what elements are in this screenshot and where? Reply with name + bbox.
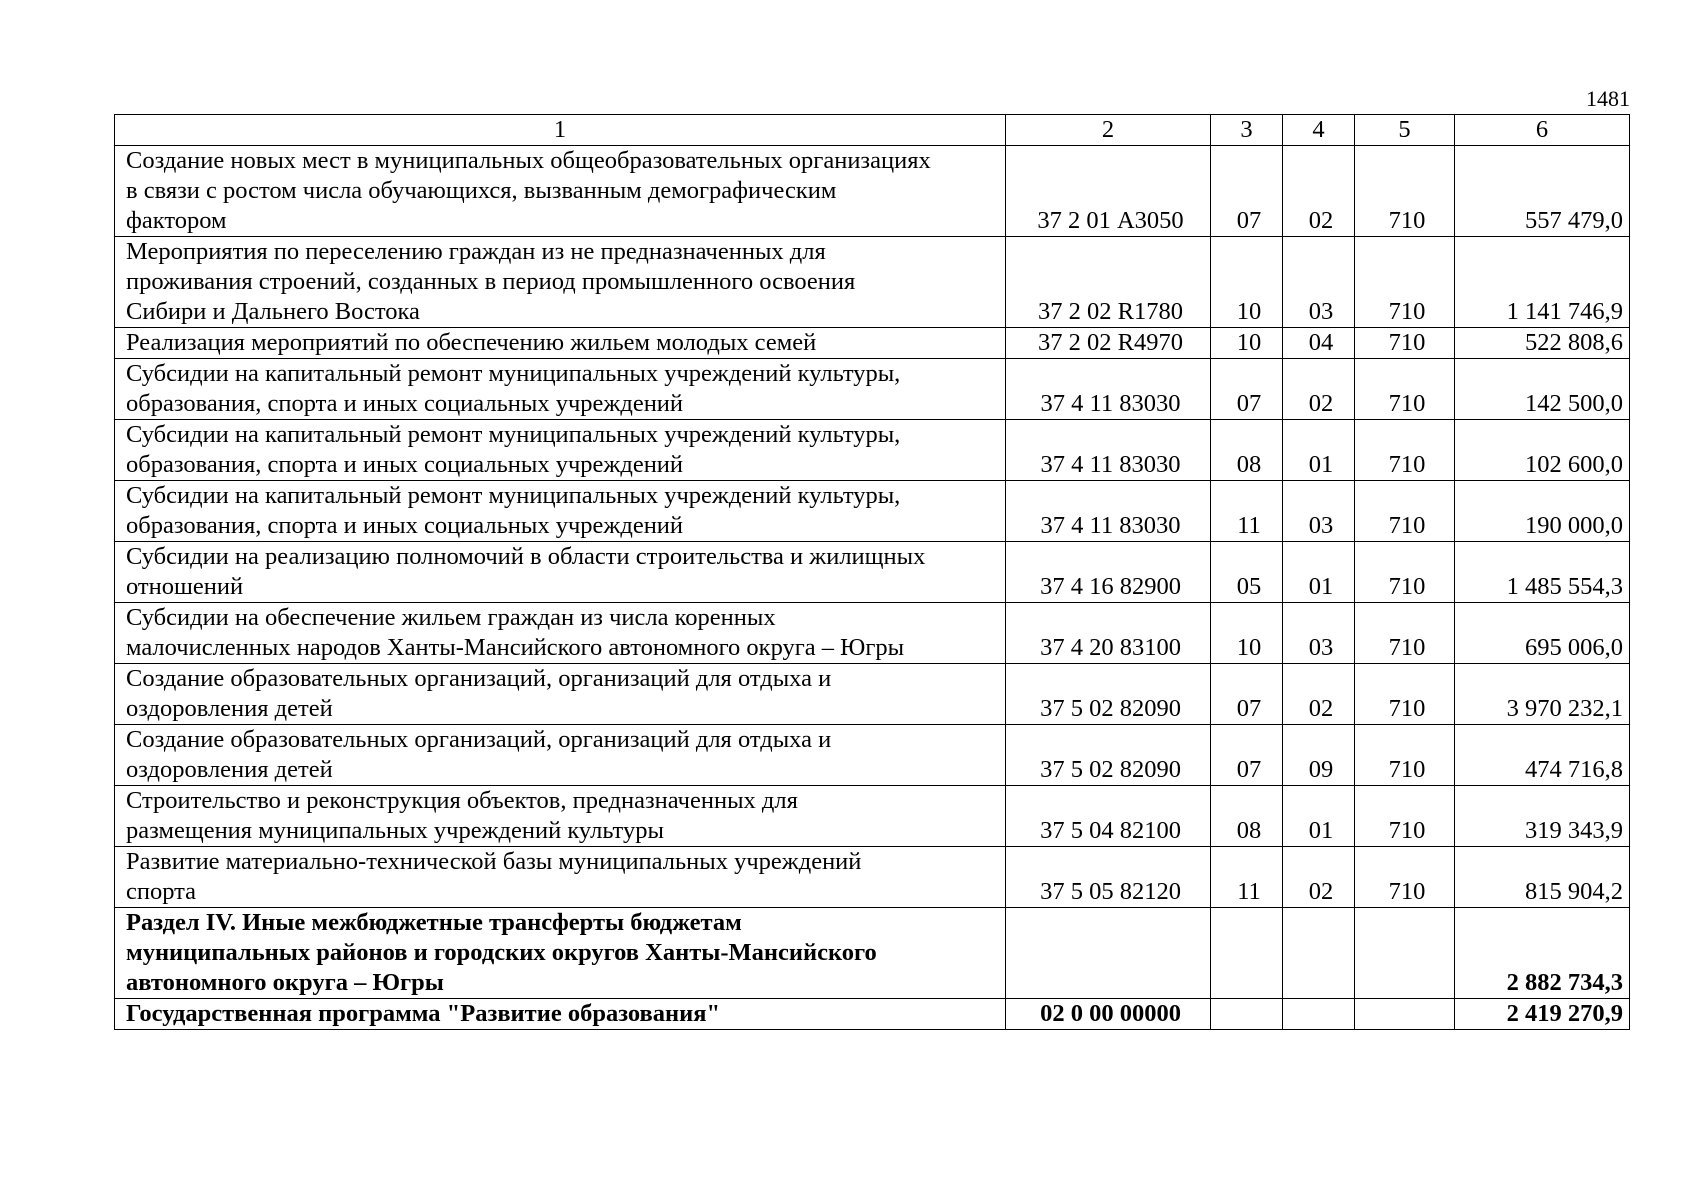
header-cell-1: 1 bbox=[115, 115, 1006, 146]
code-cell: 37 5 04 82100 bbox=[1006, 786, 1211, 847]
subsection-cell: 02 bbox=[1283, 146, 1355, 237]
table-row bbox=[115, 237, 1630, 328]
description-line: Субсидии на реализацию полномочий в области строительства и жилищных bbox=[126, 543, 926, 570]
description-cell bbox=[115, 847, 1006, 908]
table-body bbox=[115, 115, 1630, 1030]
section-cell: 10 bbox=[1211, 603, 1283, 664]
description-cell bbox=[115, 328, 1006, 359]
description-cell bbox=[115, 542, 1006, 603]
description-cell bbox=[115, 786, 1006, 847]
section-cell: 08 bbox=[1211, 786, 1283, 847]
subsection-cell: 03 bbox=[1283, 237, 1355, 328]
code-cell: 37 4 11 83030 bbox=[1006, 481, 1211, 542]
header-row bbox=[115, 115, 1630, 146]
sum-cell: 2 882 734,3 bbox=[1455, 908, 1630, 999]
expense-type-cell: 710 bbox=[1355, 359, 1455, 420]
subsection-cell: 02 bbox=[1283, 359, 1355, 420]
expense-type-cell: 710 bbox=[1355, 420, 1455, 481]
header-cell-4: 4 bbox=[1283, 115, 1355, 146]
expense-type-cell bbox=[1355, 908, 1455, 999]
code-cell: 37 2 02 R1780 bbox=[1006, 237, 1211, 328]
subsection-cell: 02 bbox=[1283, 847, 1355, 908]
table-row bbox=[115, 481, 1630, 542]
expense-type-cell: 710 bbox=[1355, 603, 1455, 664]
sum-cell: 1 485 554,3 bbox=[1455, 542, 1630, 603]
subsection-cell: 09 bbox=[1283, 725, 1355, 786]
table-row bbox=[115, 786, 1630, 847]
subsection-cell: 01 bbox=[1283, 420, 1355, 481]
table-row bbox=[115, 359, 1630, 420]
subsection-cell: 01 bbox=[1283, 542, 1355, 603]
description-cell bbox=[115, 481, 1006, 542]
sum-cell: 1 141 746,9 bbox=[1455, 237, 1630, 328]
section-cell: 11 bbox=[1211, 847, 1283, 908]
description-cell bbox=[115, 603, 1006, 664]
subsection-cell: 03 bbox=[1283, 481, 1355, 542]
description-cell bbox=[115, 237, 1006, 328]
description-line: Создание образовательных организаций, организаций для отдыха и bbox=[126, 726, 832, 753]
sum-cell: 815 904,2 bbox=[1455, 847, 1630, 908]
description-line: Реализация мероприятий по обеспечению жильем молодых семей bbox=[126, 329, 817, 356]
sum-cell: 142 500,0 bbox=[1455, 359, 1630, 420]
description-line: автономного округа – Югры bbox=[126, 969, 444, 996]
code-cell bbox=[1006, 908, 1211, 999]
expense-type-cell: 710 bbox=[1355, 847, 1455, 908]
description-line: фактором bbox=[126, 207, 227, 234]
description-cell bbox=[115, 146, 1006, 237]
expense-type-cell: 710 bbox=[1355, 481, 1455, 542]
sum-cell: 522 808,6 bbox=[1455, 328, 1630, 359]
description-line: в связи с ростом числа обучающихся, вызванным демографическим bbox=[126, 177, 837, 204]
table-row bbox=[115, 725, 1630, 786]
description-line: проживания строений, созданных в период промышленного освоения bbox=[126, 268, 856, 295]
sum-cell: 319 343,9 bbox=[1455, 786, 1630, 847]
code-cell: 37 5 05 82120 bbox=[1006, 847, 1211, 908]
section-cell bbox=[1211, 908, 1283, 999]
expense-type-cell: 710 bbox=[1355, 786, 1455, 847]
code-cell: 37 2 02 R4970 bbox=[1006, 328, 1211, 359]
sum-cell: 474 716,8 bbox=[1455, 725, 1630, 786]
section-cell: 08 bbox=[1211, 420, 1283, 481]
description-line: муниципальных районов и городских округов Ханты-Мансийского bbox=[126, 939, 877, 966]
expense-type-cell: 710 bbox=[1355, 146, 1455, 237]
sum-cell: 557 479,0 bbox=[1455, 146, 1630, 237]
expense-type-cell: 710 bbox=[1355, 664, 1455, 725]
table-row bbox=[115, 420, 1630, 481]
subsection-cell: 04 bbox=[1283, 328, 1355, 359]
sum-cell: 190 000,0 bbox=[1455, 481, 1630, 542]
header-cell-2: 2 bbox=[1006, 115, 1211, 146]
description-line: Раздел IV. Иные межбюджетные трансферты бюджетам bbox=[126, 909, 742, 936]
section-cell bbox=[1211, 999, 1283, 1030]
description-line: Создание образовательных организаций, организаций для отдыха и bbox=[126, 665, 832, 692]
sum-cell: 3 970 232,1 bbox=[1455, 664, 1630, 725]
expense-type-cell: 710 bbox=[1355, 725, 1455, 786]
section-cell: 05 bbox=[1211, 542, 1283, 603]
code-cell: 37 5 02 82090 bbox=[1006, 664, 1211, 725]
description-line: размещения муниципальных учреждений культуры bbox=[126, 817, 664, 844]
description-line: Развитие материально-технической базы муниципальных учреждений bbox=[126, 848, 862, 875]
header-cell-6: 6 bbox=[1455, 115, 1630, 146]
subsection-cell: 03 bbox=[1283, 603, 1355, 664]
description-line: Строительство и реконструкция объектов, предназначенных для bbox=[126, 787, 798, 814]
section-cell: 07 bbox=[1211, 359, 1283, 420]
sum-cell: 2 419 270,9 bbox=[1455, 999, 1630, 1030]
expense-type-cell: 710 bbox=[1355, 542, 1455, 603]
description-line: Сибири и Дальнего Востока bbox=[126, 298, 420, 325]
expense-type-cell: 710 bbox=[1355, 328, 1455, 359]
table-row bbox=[115, 908, 1630, 999]
sum-cell: 102 600,0 bbox=[1455, 420, 1630, 481]
description-line: Создание новых мест в муниципальных общеобразовательных организациях bbox=[126, 147, 931, 174]
expense-type-cell: 710 bbox=[1355, 237, 1455, 328]
description-cell bbox=[115, 999, 1006, 1030]
section-cell: 07 bbox=[1211, 664, 1283, 725]
description-line: Субсидии на обеспечение жильем граждан из числа коренных bbox=[126, 604, 776, 631]
description-cell bbox=[115, 420, 1006, 481]
expense-type-cell bbox=[1355, 999, 1455, 1030]
section-cell: 11 bbox=[1211, 481, 1283, 542]
section-cell: 07 bbox=[1211, 146, 1283, 237]
description-line: образования, спорта и иных социальных учреждений bbox=[126, 451, 684, 478]
description-line: образования, спорта и иных социальных учреждений bbox=[126, 512, 684, 539]
description-line: оздоровления детей bbox=[126, 756, 333, 783]
table-row bbox=[115, 603, 1630, 664]
code-cell: 02 0 00 00000 bbox=[1006, 999, 1211, 1030]
table-row bbox=[115, 847, 1630, 908]
code-cell: 37 4 16 82900 bbox=[1006, 542, 1211, 603]
budget-table bbox=[114, 114, 1630, 1030]
code-cell: 37 4 11 83030 bbox=[1006, 420, 1211, 481]
description-line: Субсидии на капитальный ремонт муниципальных учреждений культуры, bbox=[126, 360, 901, 387]
code-cell: 37 4 20 83100 bbox=[1006, 603, 1211, 664]
description-cell bbox=[115, 359, 1006, 420]
description-line: Государственная программа "Развитие образования" bbox=[126, 1000, 721, 1027]
section-cell: 07 bbox=[1211, 725, 1283, 786]
table-row bbox=[115, 146, 1630, 237]
subsection-cell bbox=[1283, 999, 1355, 1030]
code-cell: 37 2 01 А3050 bbox=[1006, 146, 1211, 237]
subsection-cell: 01 bbox=[1283, 786, 1355, 847]
description-line: спорта bbox=[126, 878, 197, 905]
code-cell: 37 4 11 83030 bbox=[1006, 359, 1211, 420]
description-line: Субсидии на капитальный ремонт муниципальных учреждений культуры, bbox=[126, 482, 901, 509]
page-number: 1481 bbox=[1586, 86, 1630, 111]
description-line: Мероприятия по переселению граждан из не предназначенных для bbox=[126, 238, 826, 265]
table-row bbox=[115, 542, 1630, 603]
description-cell bbox=[115, 725, 1006, 786]
description-line: Субсидии на капитальный ремонт муниципальных учреждений культуры, bbox=[126, 421, 901, 448]
sum-cell: 695 006,0 bbox=[1455, 603, 1630, 664]
header-cell-3: 3 bbox=[1211, 115, 1283, 146]
table-row bbox=[115, 328, 1630, 359]
section-cell: 10 bbox=[1211, 237, 1283, 328]
description-line: отношений bbox=[126, 573, 244, 600]
table-row bbox=[115, 664, 1630, 725]
section-cell: 10 bbox=[1211, 328, 1283, 359]
table-row bbox=[115, 999, 1630, 1030]
description-line: малочисленных народов Ханты-Мансийского автономного округа – Югры bbox=[126, 634, 905, 661]
description-cell bbox=[115, 908, 1006, 999]
subsection-cell bbox=[1283, 908, 1355, 999]
description-line: оздоровления детей bbox=[126, 695, 333, 722]
code-cell: 37 5 02 82090 bbox=[1006, 725, 1211, 786]
description-line: образования, спорта и иных социальных учреждений bbox=[126, 390, 684, 417]
description-cell bbox=[115, 664, 1006, 725]
header-cell-5: 5 bbox=[1355, 115, 1455, 146]
subsection-cell: 02 bbox=[1283, 664, 1355, 725]
